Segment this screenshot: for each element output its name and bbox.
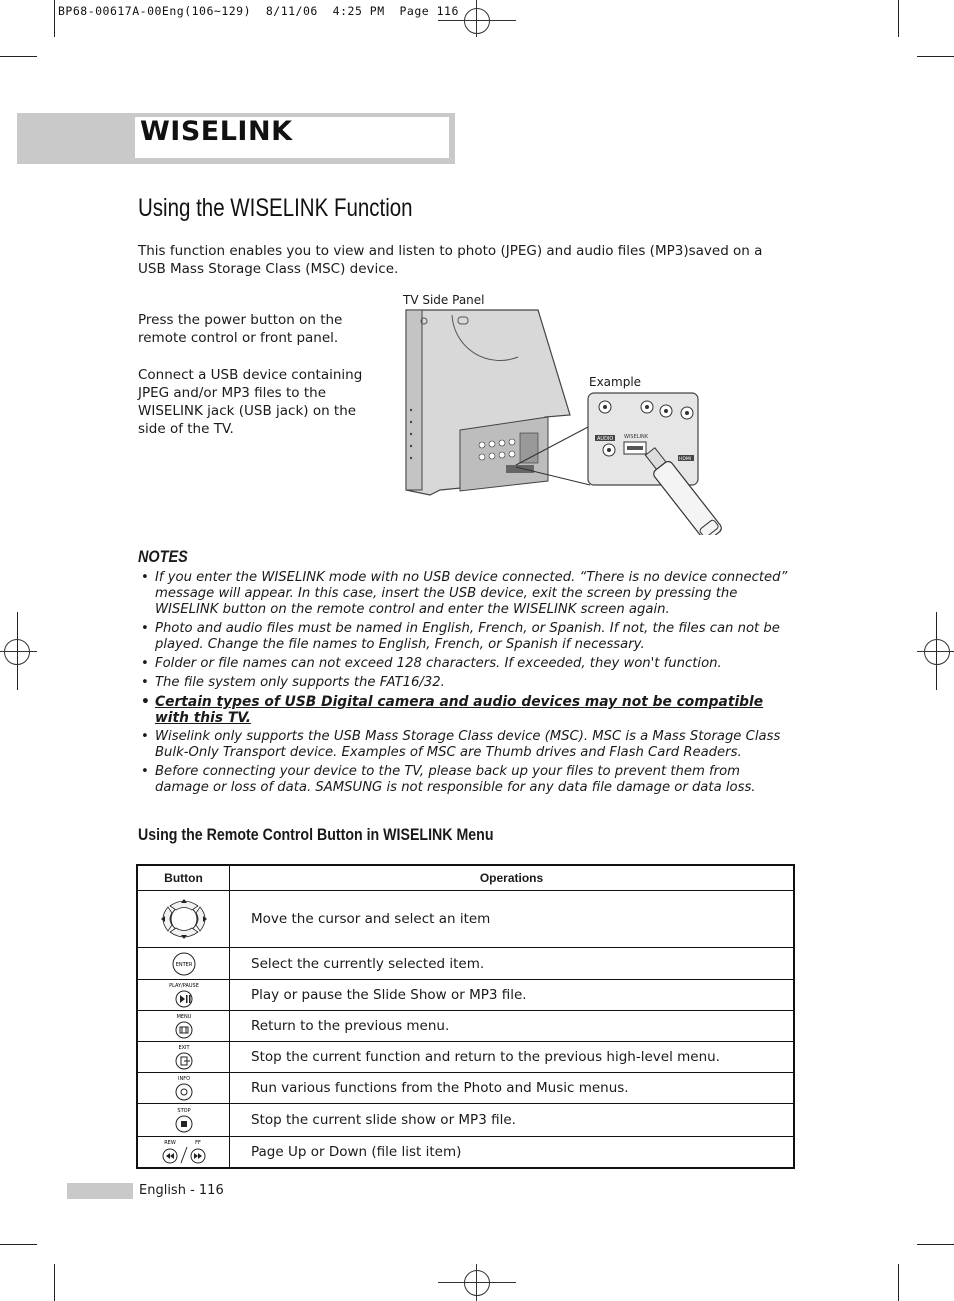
table-row: [137, 1011, 794, 1042]
print-slug: BP68-00617A-00Eng(106~129) 8/11/06 4:25 PM Page 116: [58, 4, 459, 18]
svg-text:WISELINK: WISELINK: [624, 434, 649, 440]
chapter-title: WISELINK: [140, 116, 293, 147]
svg-text:ENTER: ENTER: [175, 961, 192, 968]
table-row: [137, 1104, 794, 1137]
info-button-icon: [169, 1074, 199, 1102]
step-connect-usb: Connect a USB device containing JPEG and/or MP3 files to the WISELINK jack (USB jack) on the side of the TV.: [138, 367, 363, 437]
notes-heading: NOTES: [138, 547, 188, 566]
navigation-pad-icon: [156, 894, 212, 944]
operation-text: Run various functions from the Photo and Music menus.: [230, 1073, 795, 1104]
notes-list: [138, 570, 798, 799]
operation-text: Page Up or Down (file list item): [230, 1137, 795, 1168]
tv-side-panel-caption: TV Side Panel: [403, 293, 485, 307]
page-number: English - 116: [139, 1183, 224, 1198]
svg-text:HDMI: HDMI: [679, 457, 692, 462]
operation-text: Return to the previous menu.: [230, 1011, 795, 1042]
column-header-button: Button: [137, 865, 230, 891]
menu-button-icon: [169, 1012, 199, 1040]
example-caption: Example: [589, 375, 642, 389]
table-row: [137, 948, 794, 980]
operation-text: Play or pause the Slide Show or MP3 file.: [230, 980, 795, 1011]
intro-paragraph: This function enables you to view and listen to photo (JPEG) and audio files (MP3)saved on a USB Mass Storage Class (MSC) device.: [138, 243, 763, 277]
stop-button-icon: [169, 1106, 199, 1134]
svg-text:PLAY/PAUSE: PLAY/PAUSE: [168, 983, 199, 989]
play-pause-button-icon: [169, 981, 199, 1009]
note-item: • Photo and audio files must be named in English, French, or Spanish. If not, the files can not be played. Change the file names to English, French, or Spanish if necessary.: [138, 621, 798, 653]
svg-text:AUDIO: AUDIO: [597, 436, 614, 442]
table-row: [137, 891, 794, 948]
exit-button-icon: [169, 1043, 199, 1071]
section-title: Using the WISELINK Function: [138, 194, 413, 222]
enter-button-icon: [169, 951, 199, 977]
remote-buttons-table: [136, 864, 795, 1169]
rew-ff-buttons-icon: [161, 1138, 207, 1166]
svg-text:FF: FF: [194, 1139, 201, 1146]
note-item: • Before connecting your device to the TV, please back up your files to prevent them from damage or loss of data. SAMSUNG is not responsible for any data file damage or data loss.: [138, 764, 798, 796]
svg-text:STOP: STOP: [176, 1108, 191, 1114]
note-item: • Wiselink only supports the USB Mass Storage Class device (MSC). MSC is a Mass Storage Class Bulk-Only Transport device. Examples of MSC are Thumb drives and Flash Card Readers.: [138, 729, 798, 761]
operation-text: Stop the current function and return to the previous high-level menu.: [230, 1042, 795, 1073]
footer-bar: [67, 1183, 133, 1199]
table-row: [137, 1073, 794, 1104]
remote-section-title: Using the Remote Control Button in WISELINK Menu: [138, 826, 494, 844]
tv-side-panel-illustration: [400, 305, 730, 535]
column-header-operations: Operations: [230, 865, 795, 891]
operation-text: Stop the current slide show or MP3 file.: [230, 1104, 795, 1137]
step-power-on: Press the power button on the remote control or front panel.: [138, 312, 343, 346]
operation-text: Select the currently selected item.: [230, 948, 795, 980]
note-item-warning: • Certain types of USB Digital camera and audio devices may not be compatible with this TV.: [138, 694, 798, 726]
svg-text:REW: REW: [163, 1139, 176, 1146]
note-item: • If you enter the WISELINK mode with no USB device connected. “There is no device connected” message will appear. In this case, insert the USB device, exit the screen by pressing the WISELINK button on the remote control and enter the WISELINK screen again.: [138, 570, 798, 618]
operation-text: Move the cursor and select an item: [230, 891, 795, 948]
svg-text:EXIT: EXIT: [177, 1045, 190, 1051]
note-item: • The file system only supports the FAT16/32.: [138, 675, 798, 691]
table-row: [137, 980, 794, 1011]
svg-text:MENU: MENU: [176, 1014, 191, 1020]
table-row: [137, 1042, 794, 1073]
note-item: • Folder or file names can not exceed 128 characters. If exceeded, they won't function.: [138, 656, 798, 672]
svg-text:INFO: INFO: [177, 1076, 190, 1082]
table-row: [137, 1137, 794, 1168]
